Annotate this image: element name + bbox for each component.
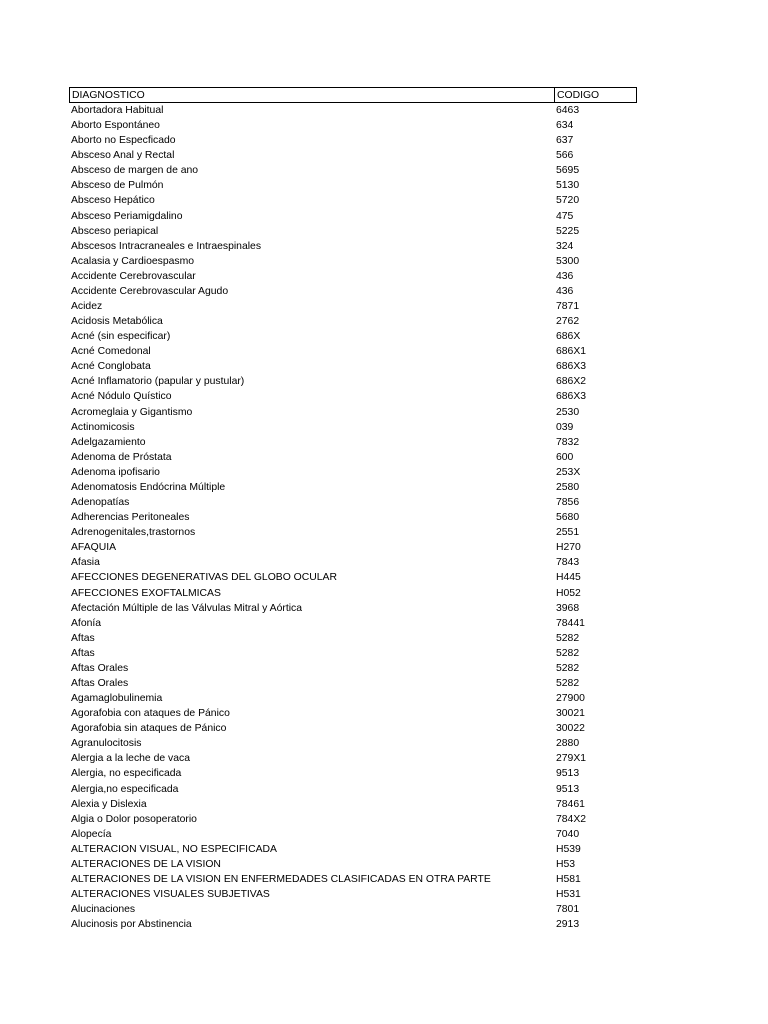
diagnostico-cell: Adelgazamiento — [71, 436, 146, 448]
codigo-cell: 279X1 — [556, 753, 587, 765]
codigo-cell: 5282 — [556, 662, 580, 674]
table-row — [69, 540, 637, 555]
diagnostico-cell: Alergia a la leche de vaca — [71, 753, 190, 765]
diagnostico-cell: Acné Comedonal — [71, 346, 151, 358]
table-row — [69, 209, 637, 224]
table-row — [69, 812, 637, 827]
diagnostico-cell: Algia o Dolor posoperatorio — [71, 813, 197, 825]
table-row — [69, 706, 637, 721]
diagnostico-cell: Aftas — [71, 647, 95, 659]
codigo-cell: 475 — [556, 210, 574, 222]
diagnostico-cell: Acromeglaia y Gigantismo — [71, 406, 193, 418]
codigo-cell: 5300 — [556, 255, 580, 267]
diagnostico-cell: AFECCIONES DEGENERATIVAS DEL GLOBO OCULAR — [71, 572, 337, 584]
codigo-cell: 686X3 — [556, 391, 587, 403]
table-row — [69, 224, 637, 239]
codigo-cell: 324 — [556, 240, 574, 252]
codigo-cell: H052 — [556, 587, 581, 599]
codigo-cell: 2551 — [556, 527, 580, 539]
table-row — [69, 570, 637, 585]
table-row — [69, 736, 637, 751]
table-row — [69, 118, 637, 133]
table-row — [69, 872, 637, 887]
table-row — [69, 555, 637, 570]
header-diagnostico: DIAGNOSTICO — [72, 90, 145, 101]
table-row — [69, 420, 637, 435]
column-divider — [554, 88, 555, 102]
codigo-cell: 784X2 — [556, 813, 587, 825]
table-row — [69, 525, 637, 540]
diagnostico-cell: Abscesos Intracraneales e Intraespinales — [71, 240, 262, 252]
table-row — [69, 405, 637, 420]
diagnostico-cell: ALTERACIONES VISUALES SUBJETIVAS — [71, 889, 270, 901]
diagnostico-cell: Alopecía — [71, 828, 112, 840]
table-row — [69, 857, 637, 872]
codigo-cell: 30022 — [556, 723, 585, 735]
table-row — [69, 827, 637, 842]
codigo-cell: 686X — [556, 331, 581, 343]
diagnostico-cell: Acidez — [71, 301, 103, 313]
codigo-cell: 5720 — [556, 195, 580, 207]
table-row — [69, 586, 637, 601]
table-row — [69, 616, 637, 631]
table-row — [69, 178, 637, 193]
diagnostico-cell: Adherencias Peritoneales — [71, 512, 190, 524]
diagnostico-cell: Afasia — [71, 557, 100, 569]
table-row — [69, 133, 637, 148]
codigo-cell: 5282 — [556, 677, 580, 689]
diagnostico-cell: Aborto Espontáneo — [71, 120, 160, 132]
codigo-cell: 039 — [556, 421, 574, 433]
table-row — [69, 239, 637, 254]
header-codigo: CODIGO — [557, 90, 600, 101]
table-row — [69, 902, 637, 917]
diagnostico-cell: Aftas — [71, 632, 95, 644]
codigo-cell: 6463 — [556, 105, 580, 116]
diagnostico-cell: Adenomatosis Endócrina Múltiple — [71, 481, 226, 493]
table-row — [69, 193, 637, 208]
table-row — [69, 495, 637, 510]
diagnostico-cell: Aborto no Especficado — [71, 135, 176, 147]
codigo-cell: 7856 — [556, 497, 580, 509]
codigo-cell: H581 — [556, 873, 581, 885]
diagnostico-cell: Agorafobia con ataques de Pánico — [71, 708, 230, 720]
diagnostico-cell: Acné Conglobata — [71, 361, 151, 373]
codigo-cell: H270 — [556, 542, 581, 554]
table-row — [69, 721, 637, 736]
table-row — [69, 691, 637, 706]
table-header — [69, 87, 637, 103]
codigo-cell: 5282 — [556, 647, 580, 659]
codigo-cell: 27900 — [556, 693, 585, 705]
codigo-cell: 7871 — [556, 301, 580, 313]
diagnostico-cell: Aftas Orales — [71, 677, 129, 689]
diagnostico-cell: AFECCIONES EXOFTALMICAS — [71, 587, 221, 599]
codigo-cell: 7040 — [556, 828, 580, 840]
table-row — [69, 917, 637, 932]
codigo-cell: 78441 — [556, 617, 585, 629]
codigo-cell: 7801 — [556, 904, 580, 916]
diagnostico-cell: Accidente Cerebrovascular Agudo — [71, 285, 229, 297]
diagnostico-cell: Acné (sin especificar) — [71, 331, 171, 343]
table-row — [69, 269, 637, 284]
table-row — [69, 254, 637, 269]
diagnostico-cell: ALTERACIONES DE LA VISION EN ENFERMEDADES CLASIFICADAS EN OTRA PARTE — [71, 873, 491, 885]
diagnostico-cell: Acné Nódulo Quístico — [71, 391, 172, 403]
table-row — [69, 163, 637, 178]
diagnostico-cell: Agranulocitosis — [71, 738, 142, 750]
diagnostico-cell: Absceso Hepático — [71, 195, 155, 207]
codigo-cell: 2530 — [556, 406, 580, 418]
diagnostico-cell: Afonía — [71, 617, 102, 629]
table-row — [69, 676, 637, 691]
table-row — [69, 480, 637, 495]
table-row — [69, 797, 637, 812]
table-row — [69, 465, 637, 480]
codigo-cell: 7832 — [556, 436, 580, 448]
diagnostico-cell: Absceso periapical — [71, 225, 159, 237]
diagnostico-cell: Alexia y Dislexia — [71, 798, 147, 810]
table-row — [69, 389, 637, 404]
codigo-cell: 3968 — [556, 602, 580, 614]
codigo-cell: 686X1 — [556, 346, 587, 358]
table-row — [69, 510, 637, 525]
codigo-cell: 5680 — [556, 512, 580, 524]
diagnostico-cell: Acidosis Metabólica — [71, 316, 163, 328]
codigo-cell: H445 — [556, 572, 581, 584]
codigo-cell: 686X3 — [556, 361, 587, 373]
diagnostico-cell: Afectación Múltiple de las Válvulas Mitral y Aórtica — [71, 602, 303, 614]
table-row — [69, 766, 637, 781]
codigo-cell: 2913 — [556, 919, 580, 931]
diagnostico-cell: Alergia, no especificada — [71, 768, 182, 780]
diagnostico-cell: ALTERACION VISUAL, NO ESPECIFICADA — [71, 843, 277, 855]
table-row — [69, 631, 637, 646]
diagnostico-cell: Adrenogenitales,trastornos — [71, 527, 196, 539]
codigo-cell: H531 — [556, 889, 581, 901]
diagnostico-cell: Alucinaciones — [71, 904, 136, 916]
table-body — [69, 103, 637, 932]
diagnostico-cell: Adenoma ipofisario — [71, 466, 160, 478]
table-row — [69, 299, 637, 314]
table-row — [69, 450, 637, 465]
codigo-cell: H539 — [556, 843, 581, 855]
table-row — [69, 435, 637, 450]
codigo-cell: 5282 — [556, 632, 580, 644]
table-row — [69, 661, 637, 676]
diagnosis-code-table — [69, 87, 637, 932]
table-row — [69, 344, 637, 359]
codigo-cell: 253X — [556, 466, 581, 478]
table-row — [69, 314, 637, 329]
diagnostico-cell: Acalasia y Cardioespasmo — [71, 255, 195, 267]
diagnostico-cell: Alergia,no especificada — [71, 783, 179, 795]
codigo-cell: 2762 — [556, 316, 580, 328]
codigo-cell: H53 — [556, 858, 576, 870]
diagnostico-cell: Aftas Orales — [71, 662, 129, 674]
table-row — [69, 148, 637, 163]
table-row — [69, 329, 637, 344]
codigo-cell: 600 — [556, 451, 574, 463]
codigo-cell: 5225 — [556, 225, 580, 237]
codigo-cell: 436 — [556, 270, 574, 282]
codigo-cell: 30021 — [556, 708, 585, 720]
diagnostico-cell: Actinomicosis — [71, 421, 135, 433]
table-row — [69, 103, 637, 118]
codigo-cell: 5695 — [556, 165, 580, 177]
table-row — [69, 359, 637, 374]
codigo-cell: 7843 — [556, 557, 580, 569]
table-row — [69, 601, 637, 616]
table-row — [69, 782, 637, 797]
diagnostico-cell: Adenopatías — [71, 497, 130, 509]
table-row — [69, 646, 637, 661]
diagnostico-cell: AFAQUIA — [71, 542, 117, 554]
diagnostico-cell: Agamaglobulinemia — [71, 693, 163, 705]
diagnostico-cell: Abortadora Habitual — [71, 105, 164, 116]
codigo-cell: 436 — [556, 285, 574, 297]
table-row — [69, 887, 637, 902]
diagnostico-cell: Acné Inflamatorio (papular y pustular) — [71, 376, 245, 388]
diagnostico-cell: Accidente Cerebrovascular — [71, 270, 196, 282]
codigo-cell: 9513 — [556, 768, 580, 780]
diagnostico-cell: Agorafobia sin ataques de Pánico — [71, 723, 227, 735]
diagnostico-cell: Absceso Periamigdalino — [71, 210, 183, 222]
table-row — [69, 751, 637, 766]
diagnostico-cell: Absceso Anal y Rectal — [71, 150, 175, 162]
diagnostico-cell: Adenoma de Próstata — [71, 451, 172, 463]
codigo-cell: 566 — [556, 150, 574, 162]
codigo-cell: 78461 — [556, 798, 585, 810]
diagnostico-cell: ALTERACIONES DE LA VISION — [71, 858, 221, 870]
diagnostico-cell: Absceso de margen de ano — [71, 165, 199, 177]
codigo-cell: 2580 — [556, 481, 580, 493]
diagnostico-cell: Absceso de Pulmón — [71, 180, 164, 192]
table-row — [69, 374, 637, 389]
codigo-cell: 9513 — [556, 783, 580, 795]
codigo-cell: 686X2 — [556, 376, 587, 388]
table-row — [69, 842, 637, 857]
codigo-cell: 5130 — [556, 180, 580, 192]
diagnostico-cell: Alucinosis por Abstinencia — [71, 919, 192, 931]
table-row — [69, 284, 637, 299]
codigo-cell: 2880 — [556, 738, 580, 750]
codigo-cell: 634 — [556, 120, 574, 132]
codigo-cell: 637 — [556, 135, 574, 147]
